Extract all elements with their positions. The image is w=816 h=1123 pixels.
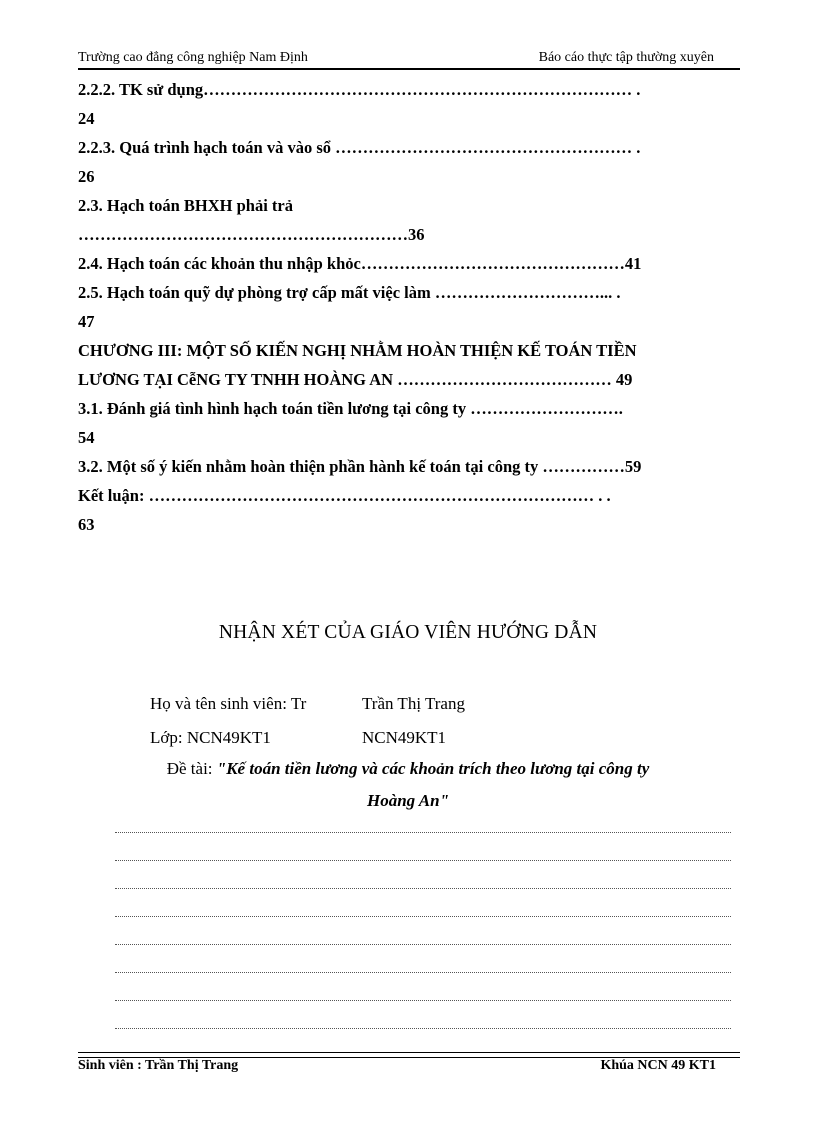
toc-line: 2.3. Hạch toán BHXH phải trả	[78, 196, 293, 215]
comment-line	[115, 860, 731, 861]
footer-class: Khúa NCN 49 KT1	[600, 1058, 716, 1073]
toc-line: 2.2.2. TK sử dụng…………………………………………………………………… .	[78, 80, 641, 99]
topic-line	[0, 759, 816, 779]
toc-line: ……………………………………………………36	[78, 225, 425, 244]
topic-title: "Kế toán tiền lương và các khoản trích theo lương tại công ty	[216, 759, 650, 778]
class-label: Lớp: NCN49KT1	[150, 728, 271, 747]
comment-line	[115, 888, 731, 889]
student-name: Trần Thị Trang	[362, 694, 465, 713]
toc-page-number: 54	[78, 428, 95, 447]
comment-line	[115, 916, 731, 917]
comment-line	[115, 1028, 731, 1029]
footer-student: Sinh viên : Trần Thị Trang	[78, 1058, 239, 1073]
toc-line: 2.4. Hạch toán các khoản thu nhập khỏc…………………………………………41	[78, 254, 642, 273]
table-of-contents	[78, 75, 740, 539]
toc-page-number: 47	[78, 312, 95, 331]
toc-chapter-heading: CHƯƠNG III: MỘT SỐ KIẾN NGHỊ NHẰM HOÀN THIỆN KẾ TOÁN TIỀN	[78, 341, 637, 360]
comment-line	[115, 972, 731, 973]
topic-title-continued: Hoàng An"	[366, 791, 450, 810]
comment-line	[115, 832, 731, 833]
toc-page-number: 63	[78, 515, 95, 534]
topic-label: Đề tài:	[166, 759, 217, 778]
toc-line: 3.2. Một số ý kiến nhằm hoàn thiện phần hành kế toán tại công ty ……………59	[78, 457, 642, 476]
comment-line	[115, 1000, 731, 1001]
review-title: NHẬN XÉT CỦA GIÁO VIÊN HƯỚNG DẪN	[218, 622, 598, 643]
comment-line	[115, 944, 731, 945]
header-school: Trường cao đẳng công nghiệp Nam Định	[78, 50, 308, 65]
toc-chapter-heading: LƯƠNG TẠI CễNG TY TNHH HOÀNG AN ………………………………… 49	[78, 370, 633, 389]
toc-line: 3.1. Đánh giá tình hình hạch toán tiền lương tại công ty ……………………….	[78, 399, 623, 418]
student-label: Họ và tên sinh viên: Tr	[150, 694, 307, 713]
header-report-type: Báo cáo thực tập thường xuyên	[538, 50, 714, 65]
topic-line-2	[0, 791, 816, 811]
toc-page-number: 24	[78, 109, 95, 128]
toc-line: 2.5. Hạch toán quỹ dự phòng trợ cấp mất việc làm …………………………... .	[78, 283, 621, 302]
toc-page-number: 26	[78, 167, 95, 186]
class-value: NCN49KT1	[362, 728, 447, 747]
page-header	[78, 50, 740, 70]
toc-line: 2.2.3. Quá trình hạch toán và vào sổ ……………………………………………… .	[78, 138, 641, 157]
toc-line: Kết luận: ……………………………………………………………………… . .	[78, 486, 611, 505]
